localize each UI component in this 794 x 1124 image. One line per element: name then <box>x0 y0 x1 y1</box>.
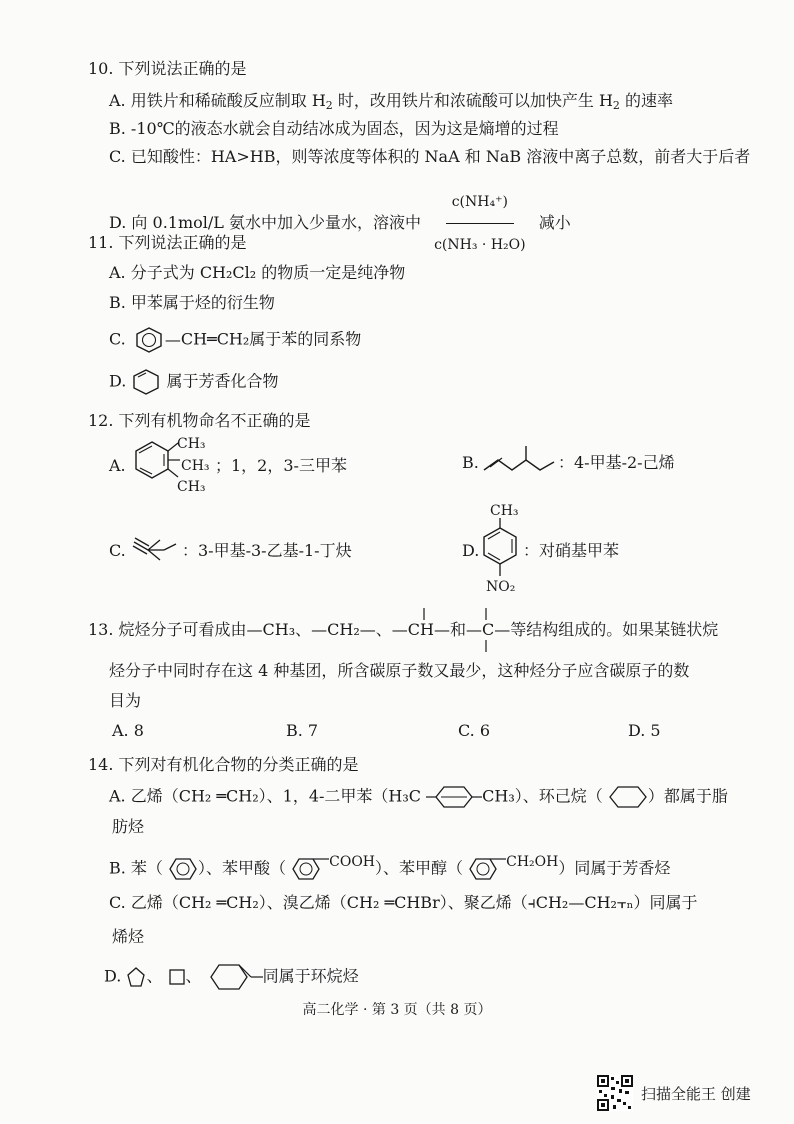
q11-option-b: B. 甲苯属于烃的衍生物 <box>109 293 275 312</box>
q12-c-name: ：3-甲基-3-乙基-1-丁炔 <box>182 541 352 560</box>
q12-d-name: ：对硝基甲苯 <box>523 541 620 560</box>
q12-option-c-label: C. <box>109 541 126 560</box>
q11-stem: 11. 下列说法正确的是 <box>88 233 247 252</box>
q10-stem: 10. 下列说法正确的是 <box>88 59 247 78</box>
para-xylene-ring-icon <box>426 784 482 810</box>
q11-option-d: D. 属于芳香化合物 <box>109 368 279 396</box>
q12-a-ch3-top: CH₃ <box>177 436 206 452</box>
q13-option-c: C. 6 <box>458 721 491 740</box>
q12-option-d-label: D. <box>462 541 480 560</box>
methylcyclohexane-ring-icon <box>207 962 263 992</box>
q14-option-a-line2: 肪烃 <box>112 817 145 836</box>
q13-option-a: A. 8 <box>112 721 144 740</box>
benzyl-alcohol-ring-icon <box>468 856 506 882</box>
q12-stem: 12. 下列有机物命名不正确的是 <box>88 411 311 430</box>
q12-d-ch3: CH₃ <box>490 503 519 519</box>
q10-fraction: $\frac{\text{c(NH₄⁺)}}{\text{c(NH₃ · H₂O)}}$ <box>428 182 532 265</box>
q14-option-b: B. 苯（ ）、苯甲酸（ COOH）、苯甲醇（ CH₂OH）同属于芳香烃 <box>109 856 670 882</box>
q14-option-d: D. 、 、 同属于环烷烃 <box>104 962 359 992</box>
q12-a-name: ；1，2，3-三甲苯 <box>215 456 347 475</box>
benzene-ring-icon <box>131 326 167 354</box>
q12-option-a-label: A. <box>109 456 126 475</box>
methylhexene-skeleton-icon <box>480 442 558 478</box>
q12-a-ch3-bot: CH₃ <box>177 479 206 495</box>
camscanner-watermark: 扫描全能王 创建 <box>641 1085 751 1103</box>
benzene-ring-icon <box>168 856 198 882</box>
q10-option-d: D. 向 0.1mol/L 氨水中加入少量水，溶液中 $\frac{\text{c(NH₄⁺)}}{\text{c(NH₃ · H₂O)}}$ 减小 <box>109 182 571 265</box>
nitrotoluene-structure-icon <box>478 518 522 580</box>
q13-line1: 13. 烷烃分子可看成由—CH₃、—CH₂—、—CH—和—C—等结构组成的。如果某链状烷 <box>88 620 719 639</box>
q12-a-ch3-mid: CH₃ <box>181 458 210 474</box>
benzoic-acid-ring-icon <box>291 856 329 882</box>
q10-option-c: C. 已知酸性：HA>HB，则等浓度等体积的 NaA 和 NaB 溶液中离子总数，前者大于后者 <box>109 147 751 166</box>
cyclopentane-ring-icon <box>126 966 146 988</box>
q11-option-a: A. 分子式为 CH₂Cl₂ 的物质一定是纯净物 <box>109 263 406 282</box>
q13-option-d: D. 5 <box>628 721 661 740</box>
q12-d-no2: NO₂ <box>486 579 516 595</box>
q13-option-b: B. 7 <box>286 721 319 740</box>
q10-option-b: B. -10℃的液态水就会自动结冰成为固态，因为这是熵增的过程 <box>109 119 559 138</box>
q13-line2: 烃分子中同时存在这 4 种基团，所含碳原子数又最少，这种烃分子应含碳原子的数 <box>109 661 690 680</box>
q14-option-c-line2: 烯烃 <box>112 927 145 946</box>
q14-option-c: C. 乙烯（CH₂ ═CH₂）、溴乙烯（CH₂ ═CHBr）、聚乙烯（⫞CH₂—CH₂⫟ₙ）同属于 <box>109 893 698 912</box>
q14-stem: 14. 下列对有机化合物的分类正确的是 <box>88 755 359 774</box>
alkyne-skeleton-icon <box>130 532 182 566</box>
cyclohexane-ring-icon <box>608 784 648 810</box>
page-footer: 高二化学 · 第 3 页（共 8 页） <box>302 1002 492 1018</box>
q13-line3: 目为 <box>109 691 142 710</box>
cyclohexadiene-ring-icon <box>131 368 161 396</box>
qr-code-icon <box>597 1075 633 1111</box>
cyclobutane-ring-icon <box>168 967 186 987</box>
q11-option-c: C. —CH═CH₂属于苯的同系物 <box>109 326 361 354</box>
q10-option-a: A. 用铁片和稀硫酸反应制取 $H_2$ 时，改用铁片和浓硫酸可以加快产生 $H_2$ 的速率 <box>109 91 674 112</box>
q12-option-b-label: B. <box>462 453 479 472</box>
q12-b-name: ：4-甲基-2-己烯 <box>558 453 675 472</box>
q14-option-a: A. 乙烯（CH₂ ═CH₂）、1，4-二甲苯（H₃C CH₃）、环己烷（ ）都属于脂 <box>109 784 728 810</box>
